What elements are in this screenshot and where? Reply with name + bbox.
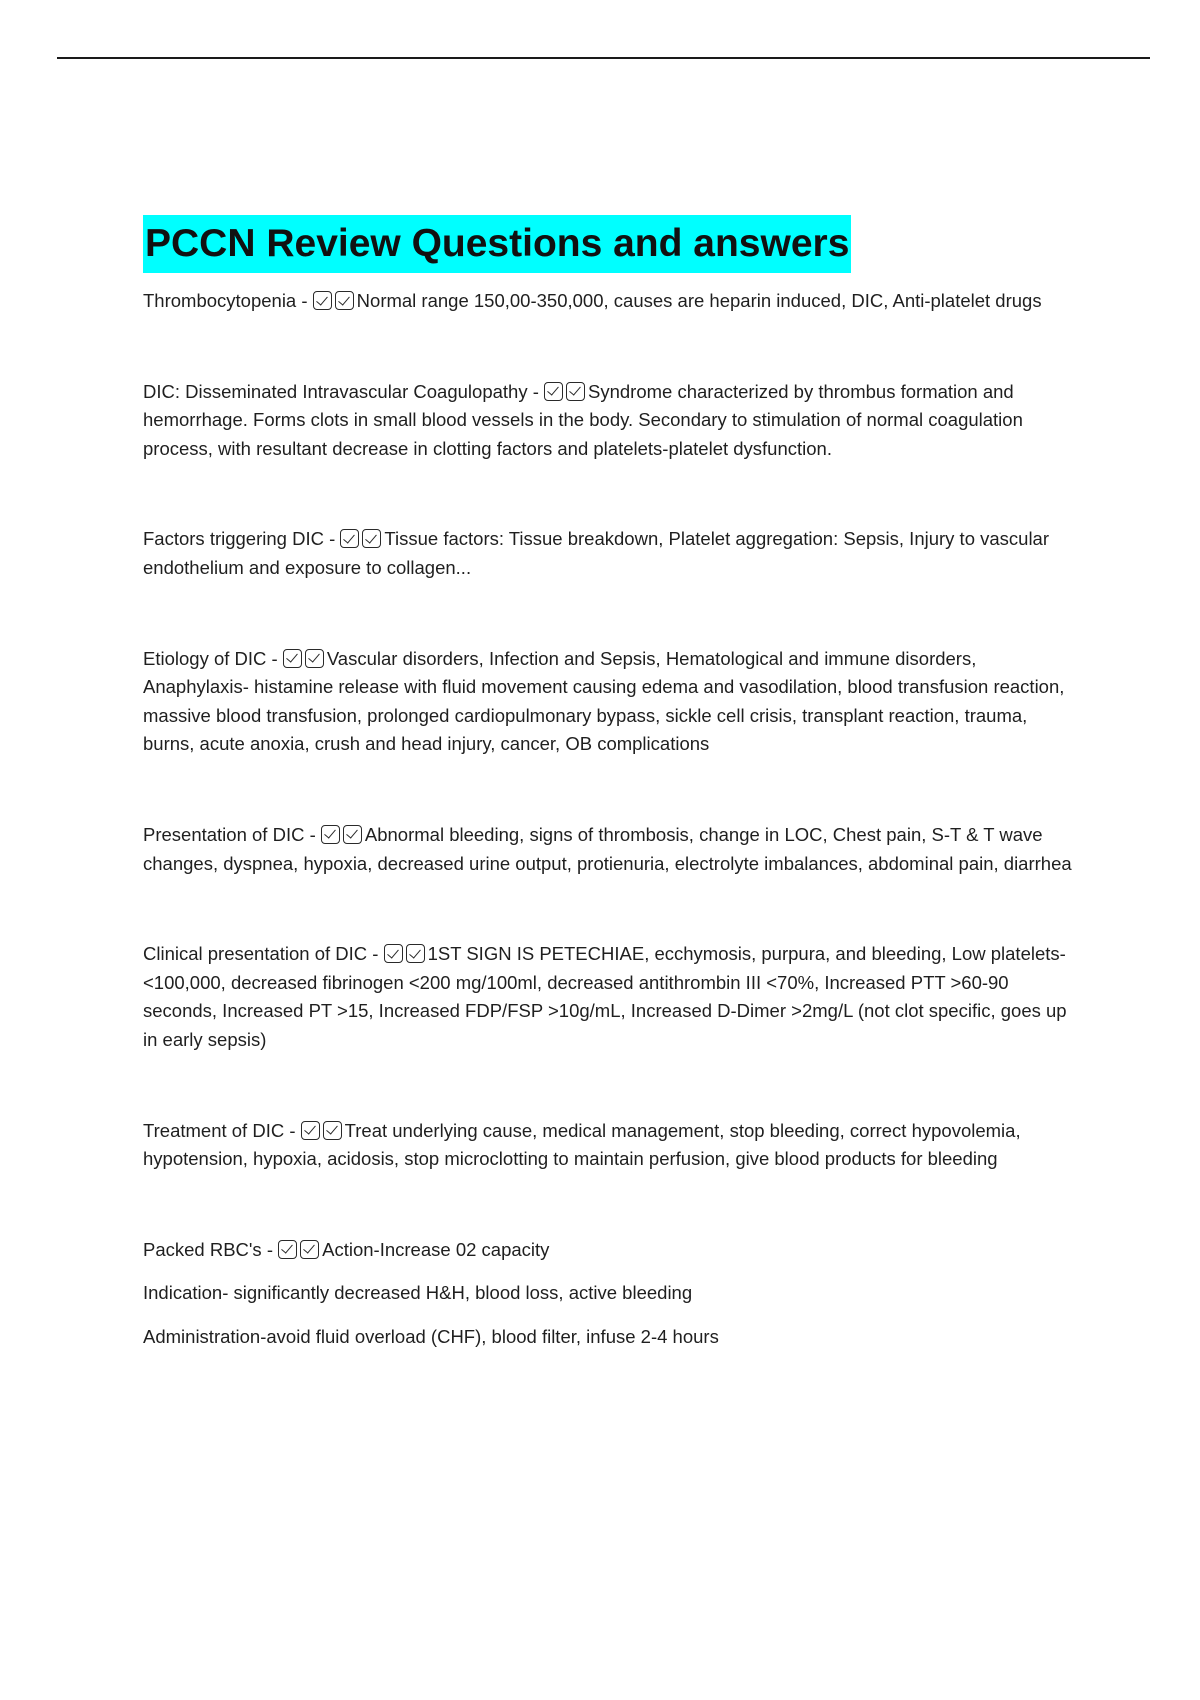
qa-term: Clinical presentation of DIC - [143,943,384,965]
checkbox-checked-icon [321,825,340,844]
qa-answer: Syndrome characterized by thrombus formation and hemorrhage. Forms clots in small blood vessels in the body. Secondary to stimulation of normal coagulation process, with resultant decrease in clotting factors and platelets-platelet dysfunction. [143,380,1023,459]
check-pair [544,378,588,407]
qa-entry [143,378,1083,464]
qa-term: Packed RBC's - [143,1238,279,1260]
administration-line: Administration-avoid fluid overload (CHF), blood filter, infuse 2-4 hours [143,1325,719,1347]
qa-entry [143,1117,1083,1174]
checkbox-checked-icon [544,382,563,401]
checkbox-checked-icon [335,291,354,310]
check-pair [301,1117,345,1146]
qa-answer: Vascular disorders, Infection and Sepsis, Hematological and immune disorders, Anaphylaxis- histamine release with fluid movement causing edema and vasodilation, blood transfusion reaction, massive blood transfusion, prolonged cardiopulmonary bypass, sickle cell crisis, transplant reaction, trauma, burns, acute anoxia, crush and head injury, cancer, OB complications [143,647,1065,755]
qa-answer: Normal range 150,00-350,000, causes are heparin induced, DIC, Anti-platelet drugs [356,290,1042,311]
checkbox-checked-icon [313,291,332,310]
qa-answer: Abnormal bleeding, signs of thrombosis, change in LOC, Chest pain, S-T & T wave changes, dyspnea, hypoxia, decreased urine output, protienuria, electrolyte imbalances, abdominal pain, diarrhea [143,823,1072,874]
qa-entry [143,525,1083,582]
checkbox-checked-icon [340,529,359,548]
checkbox-checked-icon [301,1121,320,1140]
qa-entry [143,287,1083,316]
header-rule [57,57,1150,59]
qa-answer: Action-Increase 02 capacity [322,1238,550,1260]
qa-answer: 1ST SIGN IS PETECHIAE, ecchymosis, purpura, and bleeding, Low platelets- <100,000, decreased fibrinogen <200 mg/100ml, decreased antithrombin III <70%, Increased PTT >60-90 seconds, Increased PT >15, Increased FDP/FSP >10g/mL, Increased D-Dimer >2mg/L (not clot specific, goes up in early sepsis) [143,943,1067,1050]
qa-answer: Tissue factors: Tissue breakdown, Platelet aggregation: Sepsis, Injury to vascular endothelium and exposure to collagen... [143,528,1050,578]
checkbox-checked-icon [343,825,362,844]
qa-entry [143,940,1083,1054]
qa-term: Presentation of DIC - [143,823,321,845]
check-pair [384,940,428,969]
qa-entry [143,645,1083,759]
checkbox-checked-icon [300,1240,319,1259]
checkbox-checked-icon [566,382,585,401]
check-pair [283,645,327,674]
checkbox-checked-icon [323,1121,342,1140]
document-title: PCCN Review Questions and answers [143,215,851,273]
qa-term: Etiology of DIC - [143,647,283,669]
checkbox-checked-icon [406,944,425,963]
qa-term: Treatment of DIC - [143,1119,301,1141]
check-pair [278,1236,322,1265]
check-pair [313,287,357,316]
checkbox-checked-icon [384,944,403,963]
qa-answer: Treat underlying cause, medical management, stop bleeding, correct hypovolemia, hypotension, hypoxia, acidosis, stop microclotting to maintain perfusion, give blood products for bleeding [143,1119,1021,1170]
checkbox-checked-icon [278,1240,297,1259]
qa-entry [143,821,1083,878]
document-body [143,215,1083,1351]
check-pair [321,821,365,850]
checkbox-checked-icon [305,649,324,668]
qa-entry [143,1236,1083,1265]
checkbox-checked-icon [362,529,381,548]
qa-term: DIC: Disseminated Intravascular Coagulopathy - [143,380,545,402]
check-pair [340,525,384,554]
qa-term: Factors triggering DIC - [143,528,341,550]
qa-term: Thrombocytopenia - [143,290,313,311]
indication-line: Indication- significantly decreased H&H, blood loss, active bleeding [143,1282,693,1304]
checkbox-checked-icon [283,649,302,668]
